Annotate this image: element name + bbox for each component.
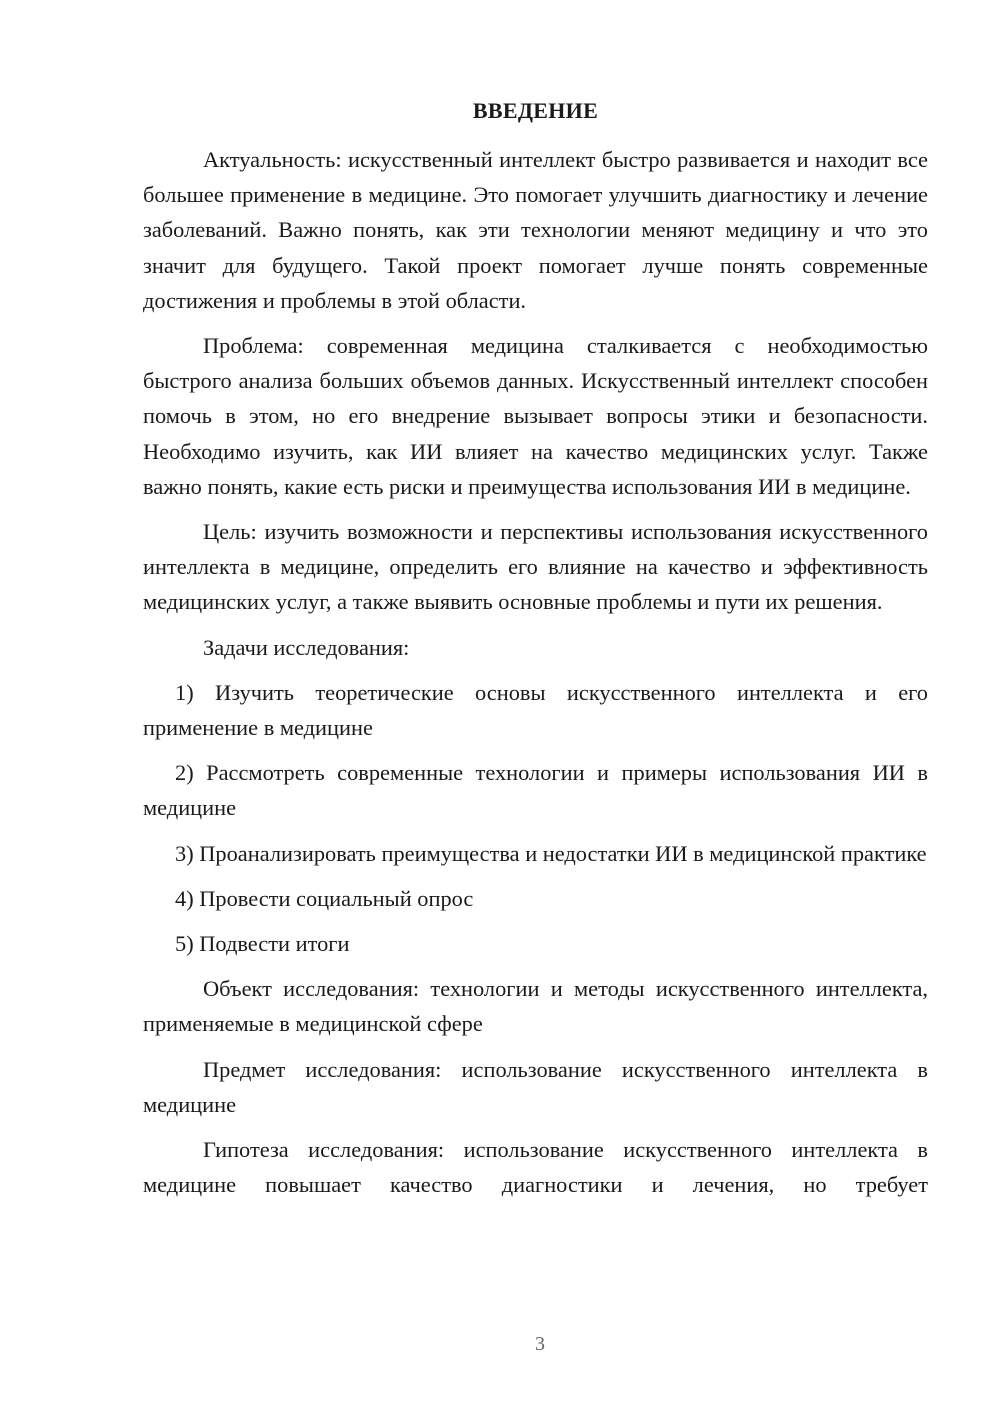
tasks-title: Задачи исследования: [203, 634, 410, 660]
page-number: 3 [535, 1333, 545, 1355]
task-item-1: 1) Изучить теоретические основы искусственного интеллекта и его применение в медицине [143, 679, 928, 741]
object-paragraph: Объект исследования: технологии и методы искусственного интеллекта, применяемые в медицинской сфере [143, 976, 928, 1037]
problem-paragraph: Проблема: современная медицина сталкивается с необходимостью быстрого анализа больших объемов данных. Искусственный интеллект способен помочь в этом, но его внедрение вызывает вопросы этики и безопасности. Необходимо изучить, как ИИ влияет на качество медицинских услуг. Также важно понять, какие есть риски и преимущества использования ИИ в медицине. [143, 333, 928, 499]
document-page [143, 0, 928, 1414]
task-item-3: 3) Проанализировать преимущества и недостатки ИИ в медицинской практике [175, 840, 927, 866]
document-body [143, 142, 928, 1212]
goal-paragraph: Цель: изучить возможности и перспективы использования искусственного интеллекта в медицине, определить его влияние на качество и эффективность медицинских услуг, а также выявить основные проблемы и пути их решения. [143, 519, 928, 615]
subject-paragraph: Предмет исследования: использование искусственного интеллекта в медицине [143, 1056, 928, 1117]
hypothesis-paragraph: Гипотеза исследования: использование искусственного интеллекта в медицине повышает качество диагностики и лечения, но требует [143, 1137, 928, 1198]
task-item-2: 2) Рассмотреть современные технологии и примеры использования ИИ в медицине [143, 760, 928, 821]
task-item-4: 4) Провести социальный опрос [175, 885, 474, 911]
page-title: ВВЕДЕНИЕ [472, 98, 599, 123]
task-item-5: 5) Подвести итоги [175, 931, 350, 957]
relevance-paragraph: Актуальность: искусственный интеллект быстро развивается и находит все большее применение в медицине. Это помогает улучшить диагностику и лечение заболеваний. Важно понять, как эти технологии меняют медицину и что это значит для будущего. Такой проект помогает лучше понять современные достижения и проблемы в этой области. [143, 147, 928, 313]
